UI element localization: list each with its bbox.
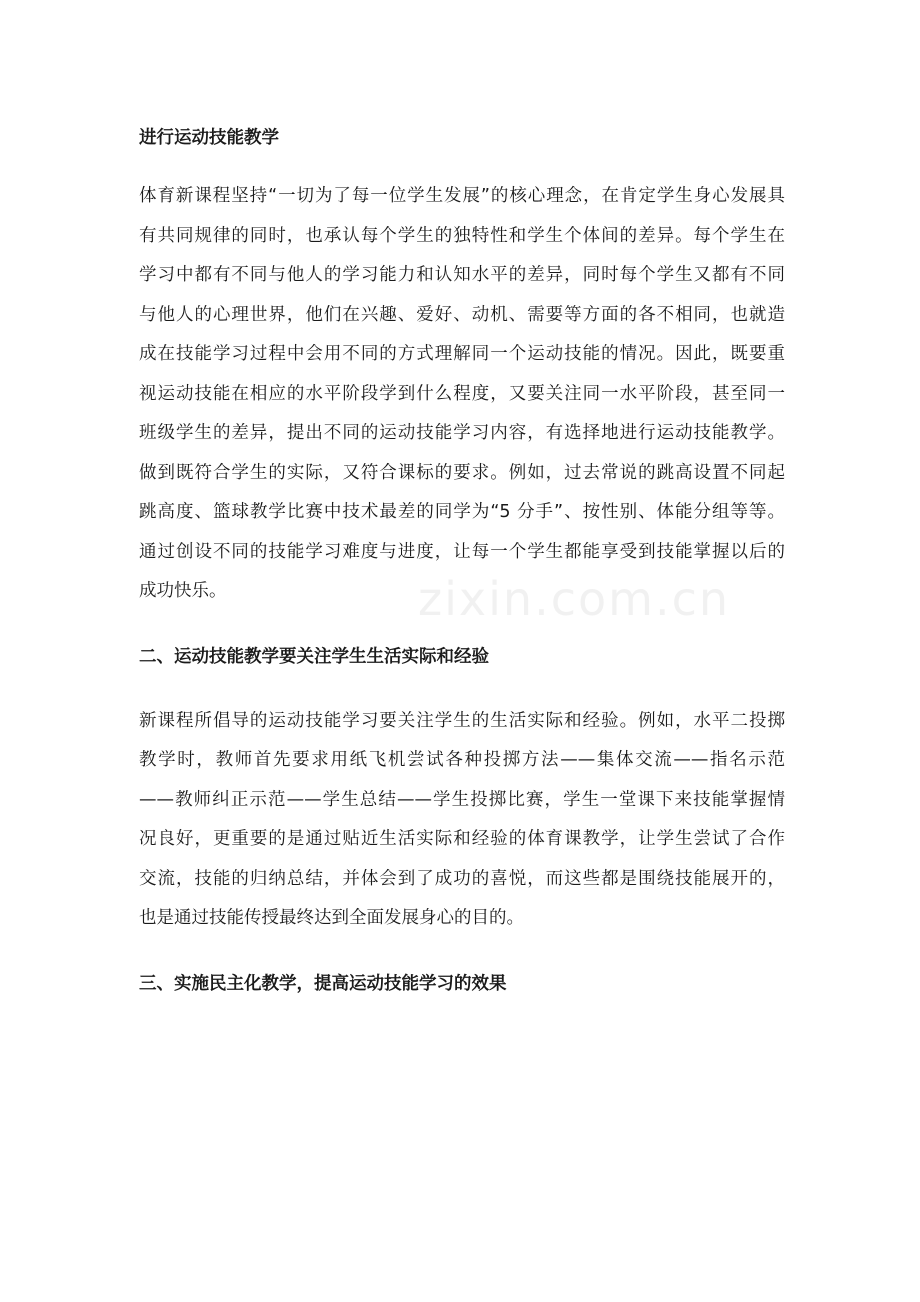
paragraph-line: 通过创设不同的技能学习难度与进度，让每一个学生都能享受到技能掌握以后的 [139,541,785,562]
spacer [139,153,785,177]
paragraph-2 [139,702,785,939]
paragraph-line: 学习中都有不同与他人的学习能力和认知水平的差异，同时每个学生又都有不同 [139,265,785,285]
paragraph-line: 成功快乐。 [139,581,227,601]
paragraph-line: 交流，技能的归纳总结，并体会到了成功的喜悦，而这些都是围绕技能展开的， [139,868,785,889]
spacer [139,939,785,969]
paragraph-line: 况良好，更重要的是通过贴近生活实际和经验的体育课教学，让学生尝试了合作 [139,829,785,849]
spacer [139,672,785,702]
watermark: zixin.com.cn [418,572,731,626]
section-heading-3: 三、实施民主化教学，提高运动技能学习的效果 [139,973,507,994]
section-heading-1: 进行运动技能教学 [139,128,279,148]
paragraph-line: ——教师纠正示范——学生总结——学生投掷比赛，学生一堂课下来技能掌握情 [139,789,785,810]
paragraph-line: 班级学生的差异，提出不同的运动技能学习内容，有选择地进行运动技能教学。 [139,423,785,443]
paragraph-line: 有共同规律的同时，也承认每个学生的独特性和学生个体间的差异。每个学生在 [139,225,785,246]
paragraph-line: 新课程所倡导的运动技能学习要关注学生的生活实际和经验。例如，水平二投掷 [139,710,785,731]
paragraph-line: 与他人的心理世界，他们在兴趣、爱好、动机、需要等方面的各不相同，也就造 [139,304,785,325]
paragraph-line: 也是通过技能传授最终达到全面发展身心的目的。 [139,908,524,928]
paragraph-line: 视运动技能在相应的水平阶段学到什么程度，又要关注同一水平阶段，甚至同一 [139,383,785,404]
paragraph-line: 做到既符合学生的实际，又符合课标的要求。例如，过去常说的跳高设置不同起 [139,462,785,483]
paragraph-1 [139,177,785,612]
section-heading-2: 二、运动技能教学要关注学生生活实际和经验 [139,646,489,667]
document-content [139,123,785,999]
paragraph-line: 跳高度、篮球教学比赛中技术最差的同学为“5 分手”、按性别、体能分组等等。 [139,502,785,522]
paragraph-line: 教学时，教师首先要求用纸飞机尝试各种投掷方法——集体交流——指名示范 [139,750,785,770]
paragraph-line: 体育新课程坚持“一切为了每一位学生发展”的核心理念，在肯定学生身心发展具 [139,186,785,206]
paragraph-line: 成在技能学习过程中会用不同的方式理解同一个运动技能的情况。因此，既要重 [139,344,785,364]
spacer [139,612,785,642]
